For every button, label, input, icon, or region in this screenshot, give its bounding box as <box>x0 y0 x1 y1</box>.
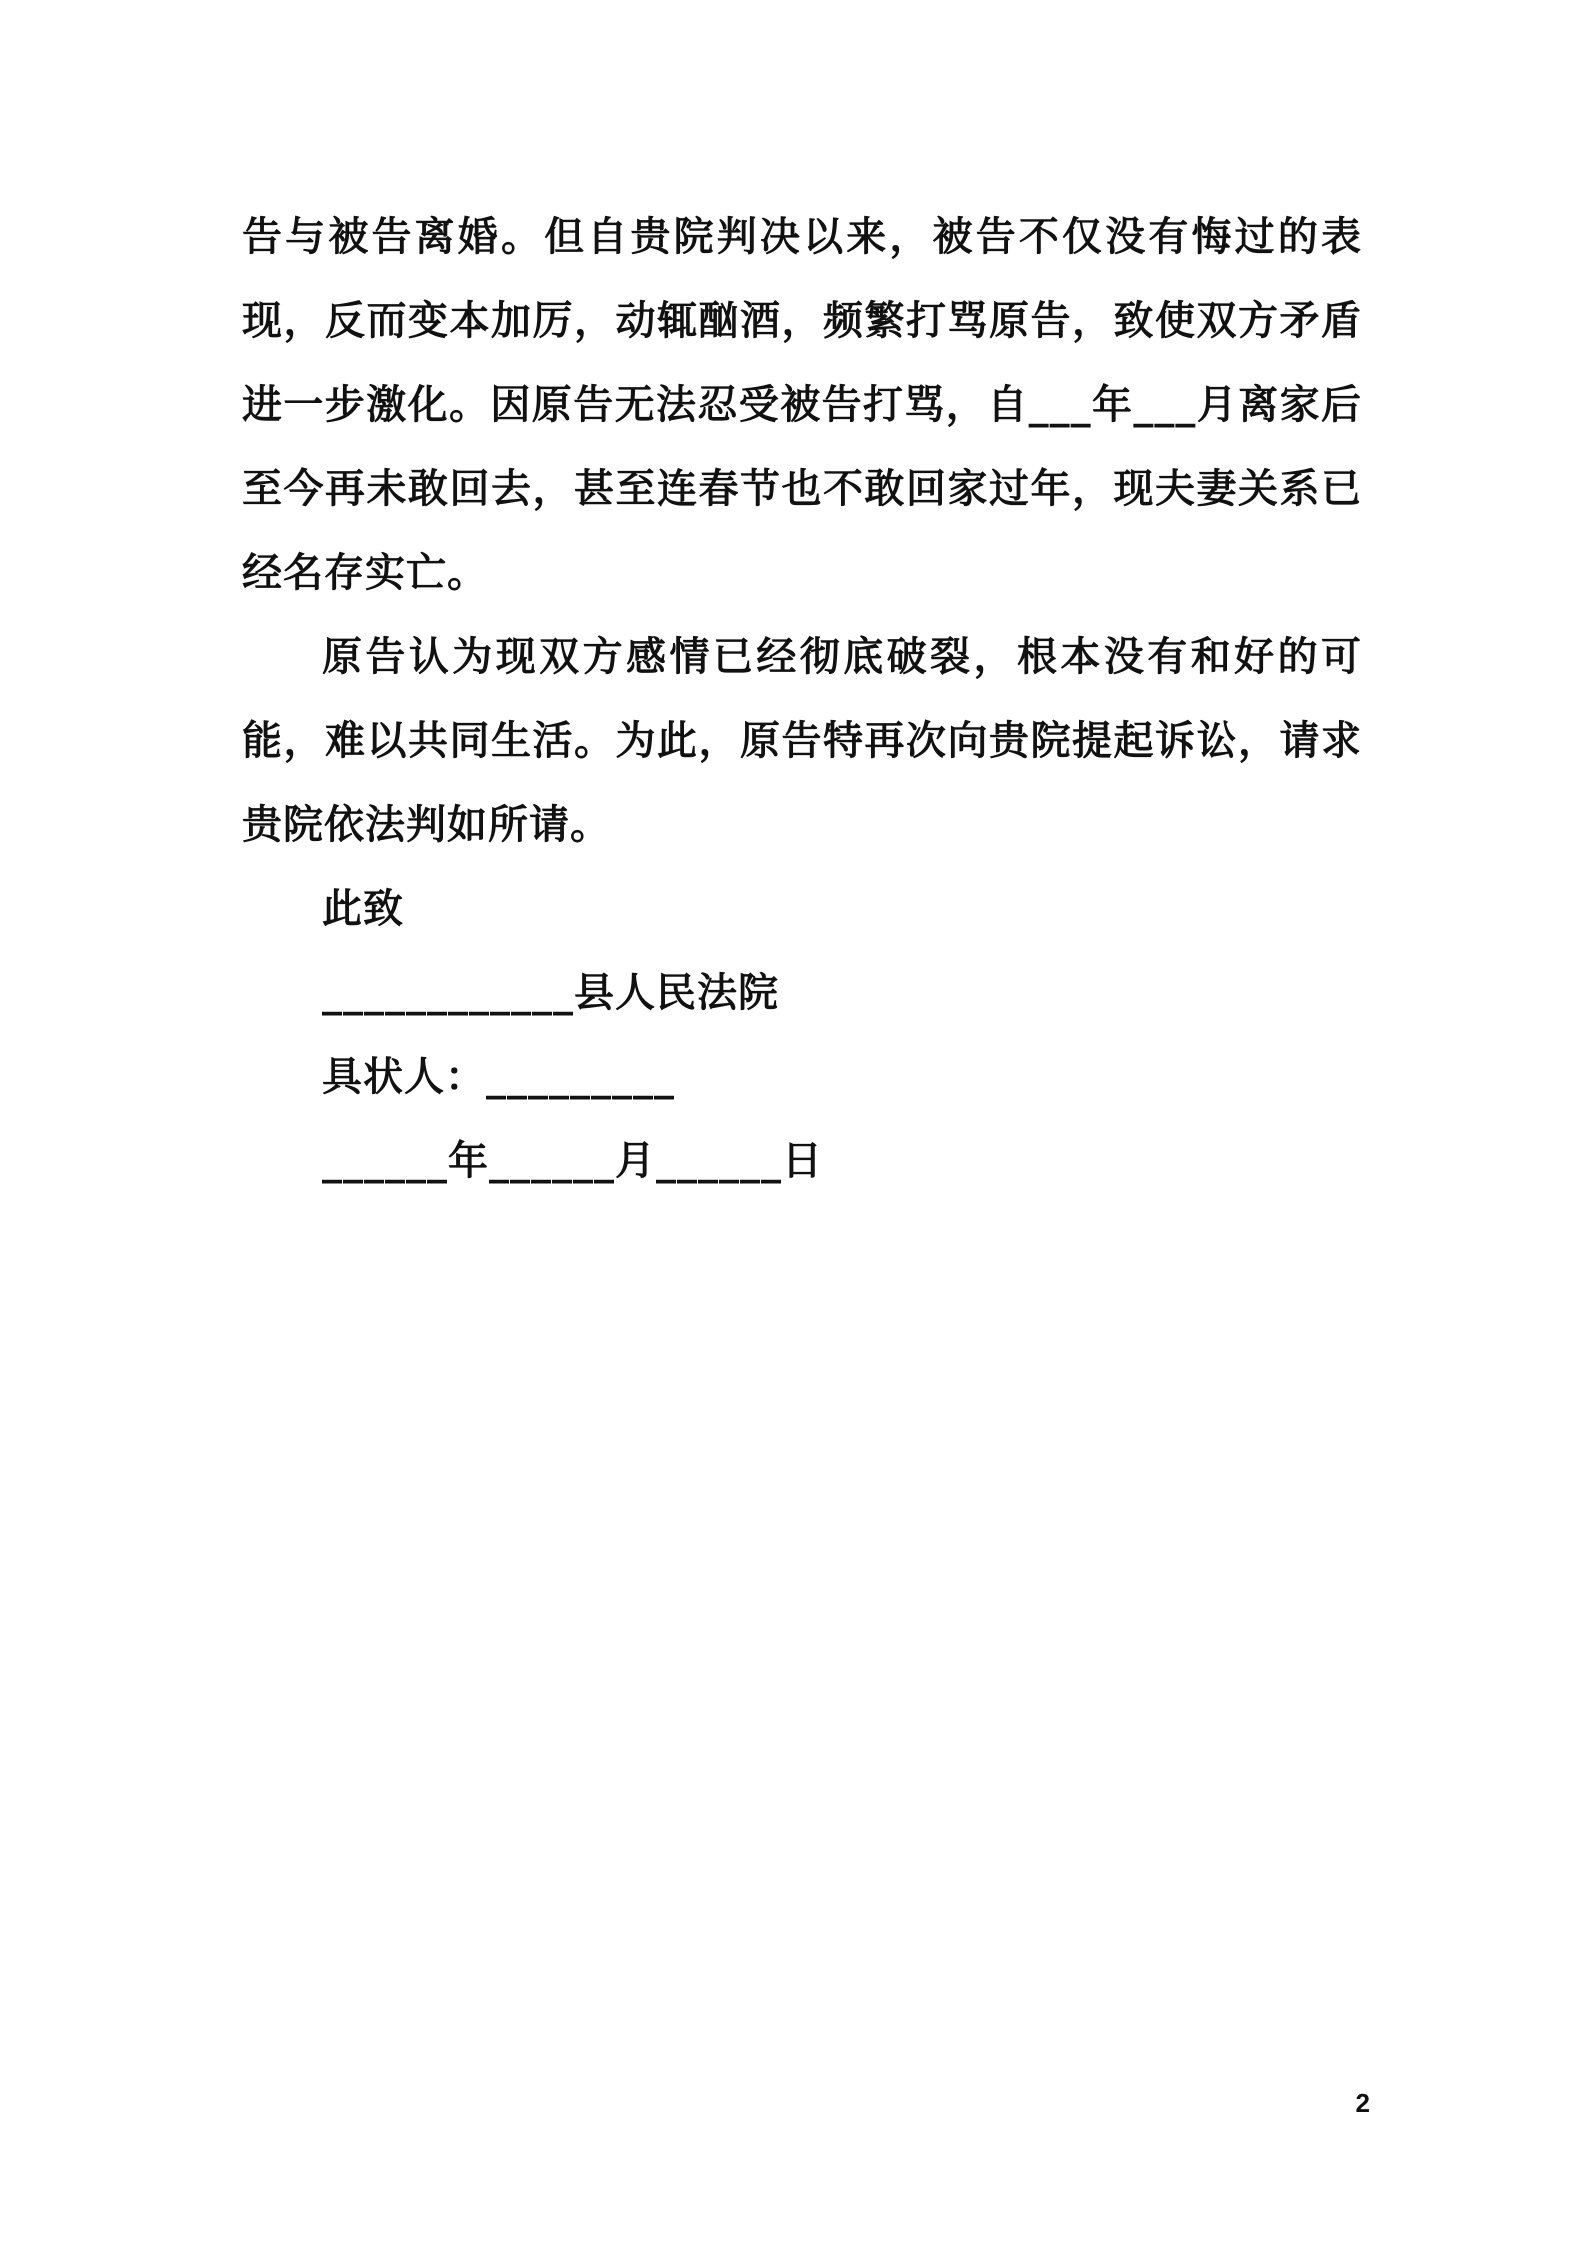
closing-petitioner: 具状人：_________ <box>322 1054 675 1100</box>
document-body <box>242 195 1362 1203</box>
closing-court: ____________县人民法院 <box>322 970 779 1016</box>
closing-salutation: 此致 <box>322 886 404 932</box>
page-number: 2 <box>1355 2088 1370 2118</box>
closing-date: ______年______月______日 <box>322 1138 823 1184</box>
paragraph-plaintiff-opinion: 原告认为现双方感情已经彻底破裂，根本没有和好的可能，难以共同生活。为此，原告特再次向贵院提起诉讼，请求贵院依法判如所请。 <box>242 634 1362 848</box>
paragraph-continuation: 告与被告离婚。但自贵院判决以来，被告不仅没有悔过的表现，反而变本加厉，动辄酗酒，频繁打骂原告，致使双方矛盾进一步激化。因原告无法忍受被告打骂，自___年___月离家后至今再未敢回去，甚至连春节也不敢回家过年，现夫妻关系已经名存实亡。 <box>242 214 1362 596</box>
